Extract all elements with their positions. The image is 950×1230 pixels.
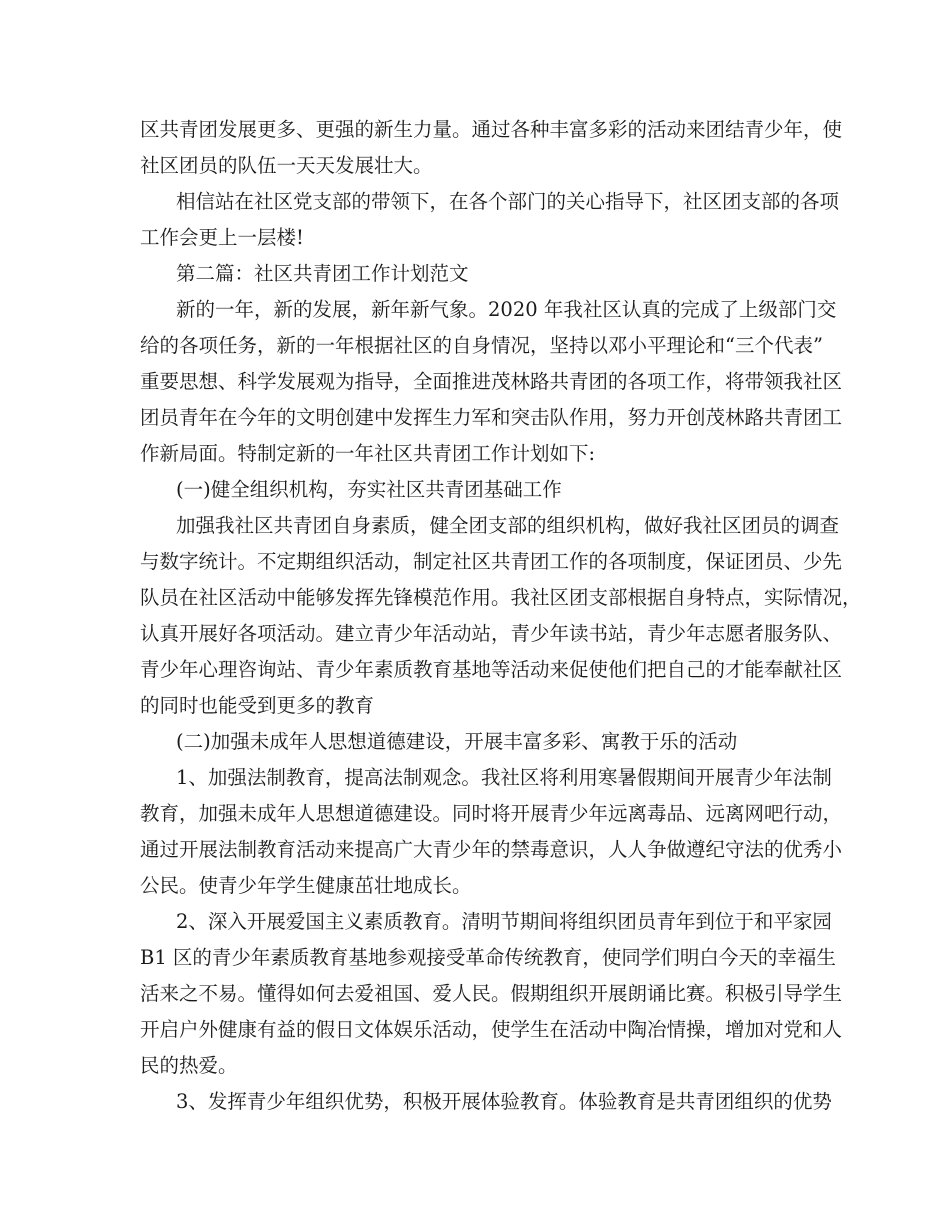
text-line: 通过开展法制教育活动来提高广大青少年的禁毒意识，人人争做遵纪守法的优秀小 — [140, 838, 843, 861]
text-line: 活来之不易。懂得如何去爱祖国、爱人民。假期组织开展朗诵比赛。积极引导学生 — [140, 982, 843, 1005]
text-line: 青少年心理咨询站、青少年素质教育基地等活动来促使他们把自己的才能奉献社区 — [140, 658, 843, 681]
subsection-heading: (一)健全组织机构，夯实社区共青团基础工作 — [176, 478, 562, 501]
text-line: 公民。使青少年学生健康茁壮地成长。 — [140, 874, 472, 897]
paragraph-start-line: 相信站在社区党支部的带领下，在各个部门的关心指导下，社区团支部的各项 — [176, 190, 840, 213]
text-line: 队员在社区活动中能够发挥先锋模范作用。我社区团支部根据自身特点，实际情况， — [140, 586, 862, 609]
text-line: 给的各项任务，新的一年根据社区的自身情况，坚持以邓小平理论和“三个代表” — [140, 334, 823, 357]
text-line: 团员青年在今年的文明创建中发挥生力军和突击队作用，努力开创茂林路共青团工 — [140, 406, 843, 429]
text-line: 的同时也能受到更多的教育 — [140, 694, 375, 717]
text-line: 教育，加强未成年人思想道德建设。同时将开展青少年远离毒品、远离网吧行动， — [140, 802, 843, 825]
text-line: 区共青团发展更多、更强的新生力量。通过各种丰富多彩的活动来团结青少年，使 — [140, 118, 843, 141]
text-line: B1 区的青少年素质教育基地参观接受革命传统教育，使同学们明白今天的幸福生 — [140, 946, 836, 969]
section-heading: 第二篇：社区共青团工作计划范文 — [176, 262, 469, 285]
text-line: 认真开展好各项活动。建立青少年活动站，青少年读书站，青少年志愿者服务队、 — [140, 622, 843, 645]
text-line: 作新局面。特制定新的一年社区共青团工作计划如下: — [140, 442, 596, 465]
text-line: 社区团员的队伍一天天发展壮大。 — [140, 154, 433, 177]
paragraph-start-line: 加强我社区共青团自身素质，健全团支部的组织机构，做好我社区团员的调查 — [176, 514, 840, 537]
text-line: 开启户外健康有益的假日文体娱乐活动，使学生在活动中陶冶情操，增加对党和人 — [140, 1018, 843, 1041]
text-line: 民的热爱。 — [140, 1054, 238, 1077]
paragraph-start-line: 3、发挥青少年组织优势，积极开展体验教育。体验教育是共青团组织的优势 — [176, 1090, 832, 1113]
text-line: 与数字统计。不定期组织活动，制定社区共青团工作的各项制度，保证团员、少先 — [140, 550, 843, 573]
text-line: 重要思想、科学发展观为指导，全面推进茂林路共青团的各项工作，将带领我社区 — [140, 370, 843, 393]
paragraph-start-line: 2、深入开展爱国主义素质教育。清明节期间将组织团员青年到位于和平家园 — [176, 910, 832, 933]
subsection-heading: (二)加强未成年人思想道德建设，开展丰富多彩、寓教于乐的活动 — [176, 730, 738, 753]
text-line: 工作会更上一层楼! — [140, 226, 304, 249]
paragraph-start-line: 1、加强法制教育，提高法制观念。我社区将利用寒暑假期间开展青少年法制 — [176, 766, 832, 789]
paragraph-start-line: 新的一年，新的发展，新年新气象。2020 年我社区认真的完成了上级部门交 — [176, 298, 837, 321]
